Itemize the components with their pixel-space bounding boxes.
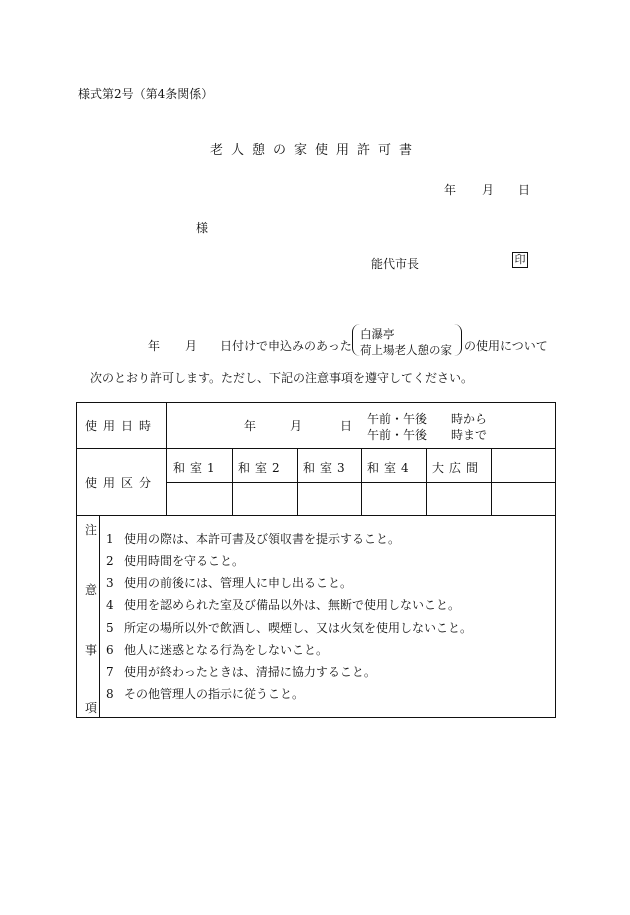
room-washitsu-2: 和室2 — [238, 461, 285, 475]
facility-option-2: 荷上場老人憩の家 — [360, 343, 452, 357]
room-washitsu-3: 和室3 — [303, 461, 350, 475]
form-number: 様式第2号（第4条関係） — [78, 87, 214, 101]
note-item — [106, 641, 328, 658]
note-number: 5 — [106, 621, 114, 635]
note-number: 8 — [106, 687, 114, 701]
note-number: 3 — [106, 576, 114, 590]
seal-mark: 印 — [512, 252, 528, 268]
usage-month-label: 月 — [290, 419, 303, 433]
note-text: 使用時間を守ること。 — [124, 554, 245, 568]
note-text: 使用を認められた室及び備品以外は、無断で使用しないこと。 — [124, 598, 461, 612]
notes-label-4: 項 — [85, 701, 98, 715]
note-number: 6 — [106, 643, 114, 657]
request-year-label: 年 — [148, 339, 161, 353]
room-washitsu-4: 和室4 — [367, 461, 414, 475]
note-item — [106, 685, 304, 702]
note-number: 1 — [106, 532, 114, 546]
request-month-label: 月 — [185, 339, 198, 353]
note-number: 4 — [106, 598, 114, 612]
note-item — [106, 663, 376, 680]
usage-day-label: 日 — [340, 419, 353, 433]
facility-option-1: 白瀑亭 — [360, 327, 395, 341]
request-text-line2: 次のとおり許可します。ただし、下記の注意事項を遵守してください。 — [90, 371, 474, 385]
usage-category-label: 使用区分 — [85, 476, 158, 490]
notes-label-1: 注 — [85, 523, 98, 537]
note-item — [106, 574, 352, 591]
usage-year-label: 年 — [244, 419, 257, 433]
room-washitsu-1: 和室1 — [173, 461, 220, 475]
note-item — [106, 530, 400, 547]
note-text: 使用が終わったときは、清掃に協力すること。 — [124, 665, 376, 679]
note-text: その他管理人の指示に従うこと。 — [124, 687, 305, 701]
note-text: 他人に迷惑となる行為をしないこと。 — [124, 643, 329, 657]
note-number: 2 — [106, 554, 114, 568]
notes-label-2: 意 — [85, 583, 98, 597]
note-text: 使用の際は、本許可書及び領収書を提示すること。 — [124, 532, 401, 546]
note-text: 使用の前後には、管理人に申し出ること。 — [124, 576, 353, 590]
issue-month-label: 月 — [482, 183, 495, 197]
permit-table — [76, 402, 556, 718]
note-item — [106, 619, 472, 636]
usage-time-to: 午前・午後 時まで — [367, 428, 488, 442]
addressee-suffix: 様 — [196, 221, 209, 235]
issue-year-label: 年 — [444, 183, 457, 197]
issue-day-label: 日 — [518, 183, 531, 197]
note-item — [106, 596, 460, 613]
usage-time-from: 午前・午後 時から — [367, 412, 488, 426]
room-ohiroma: 大広間 — [432, 461, 484, 475]
issuer-name: 能代市長 — [371, 257, 420, 271]
request-text-after: の使用について — [464, 339, 548, 353]
notes-label-3: 事 — [85, 643, 98, 657]
note-number: 7 — [106, 665, 114, 679]
usage-datetime-label: 使用日時 — [85, 419, 158, 433]
request-text-before: 日付けで申込みのあった — [220, 339, 352, 353]
note-item — [106, 552, 244, 569]
document-title: 老人憩の家使用許可書 — [209, 143, 420, 158]
note-text: 所定の場所以外で飲酒し、喫煙し、又は火気を使用しないこと。 — [124, 621, 473, 635]
